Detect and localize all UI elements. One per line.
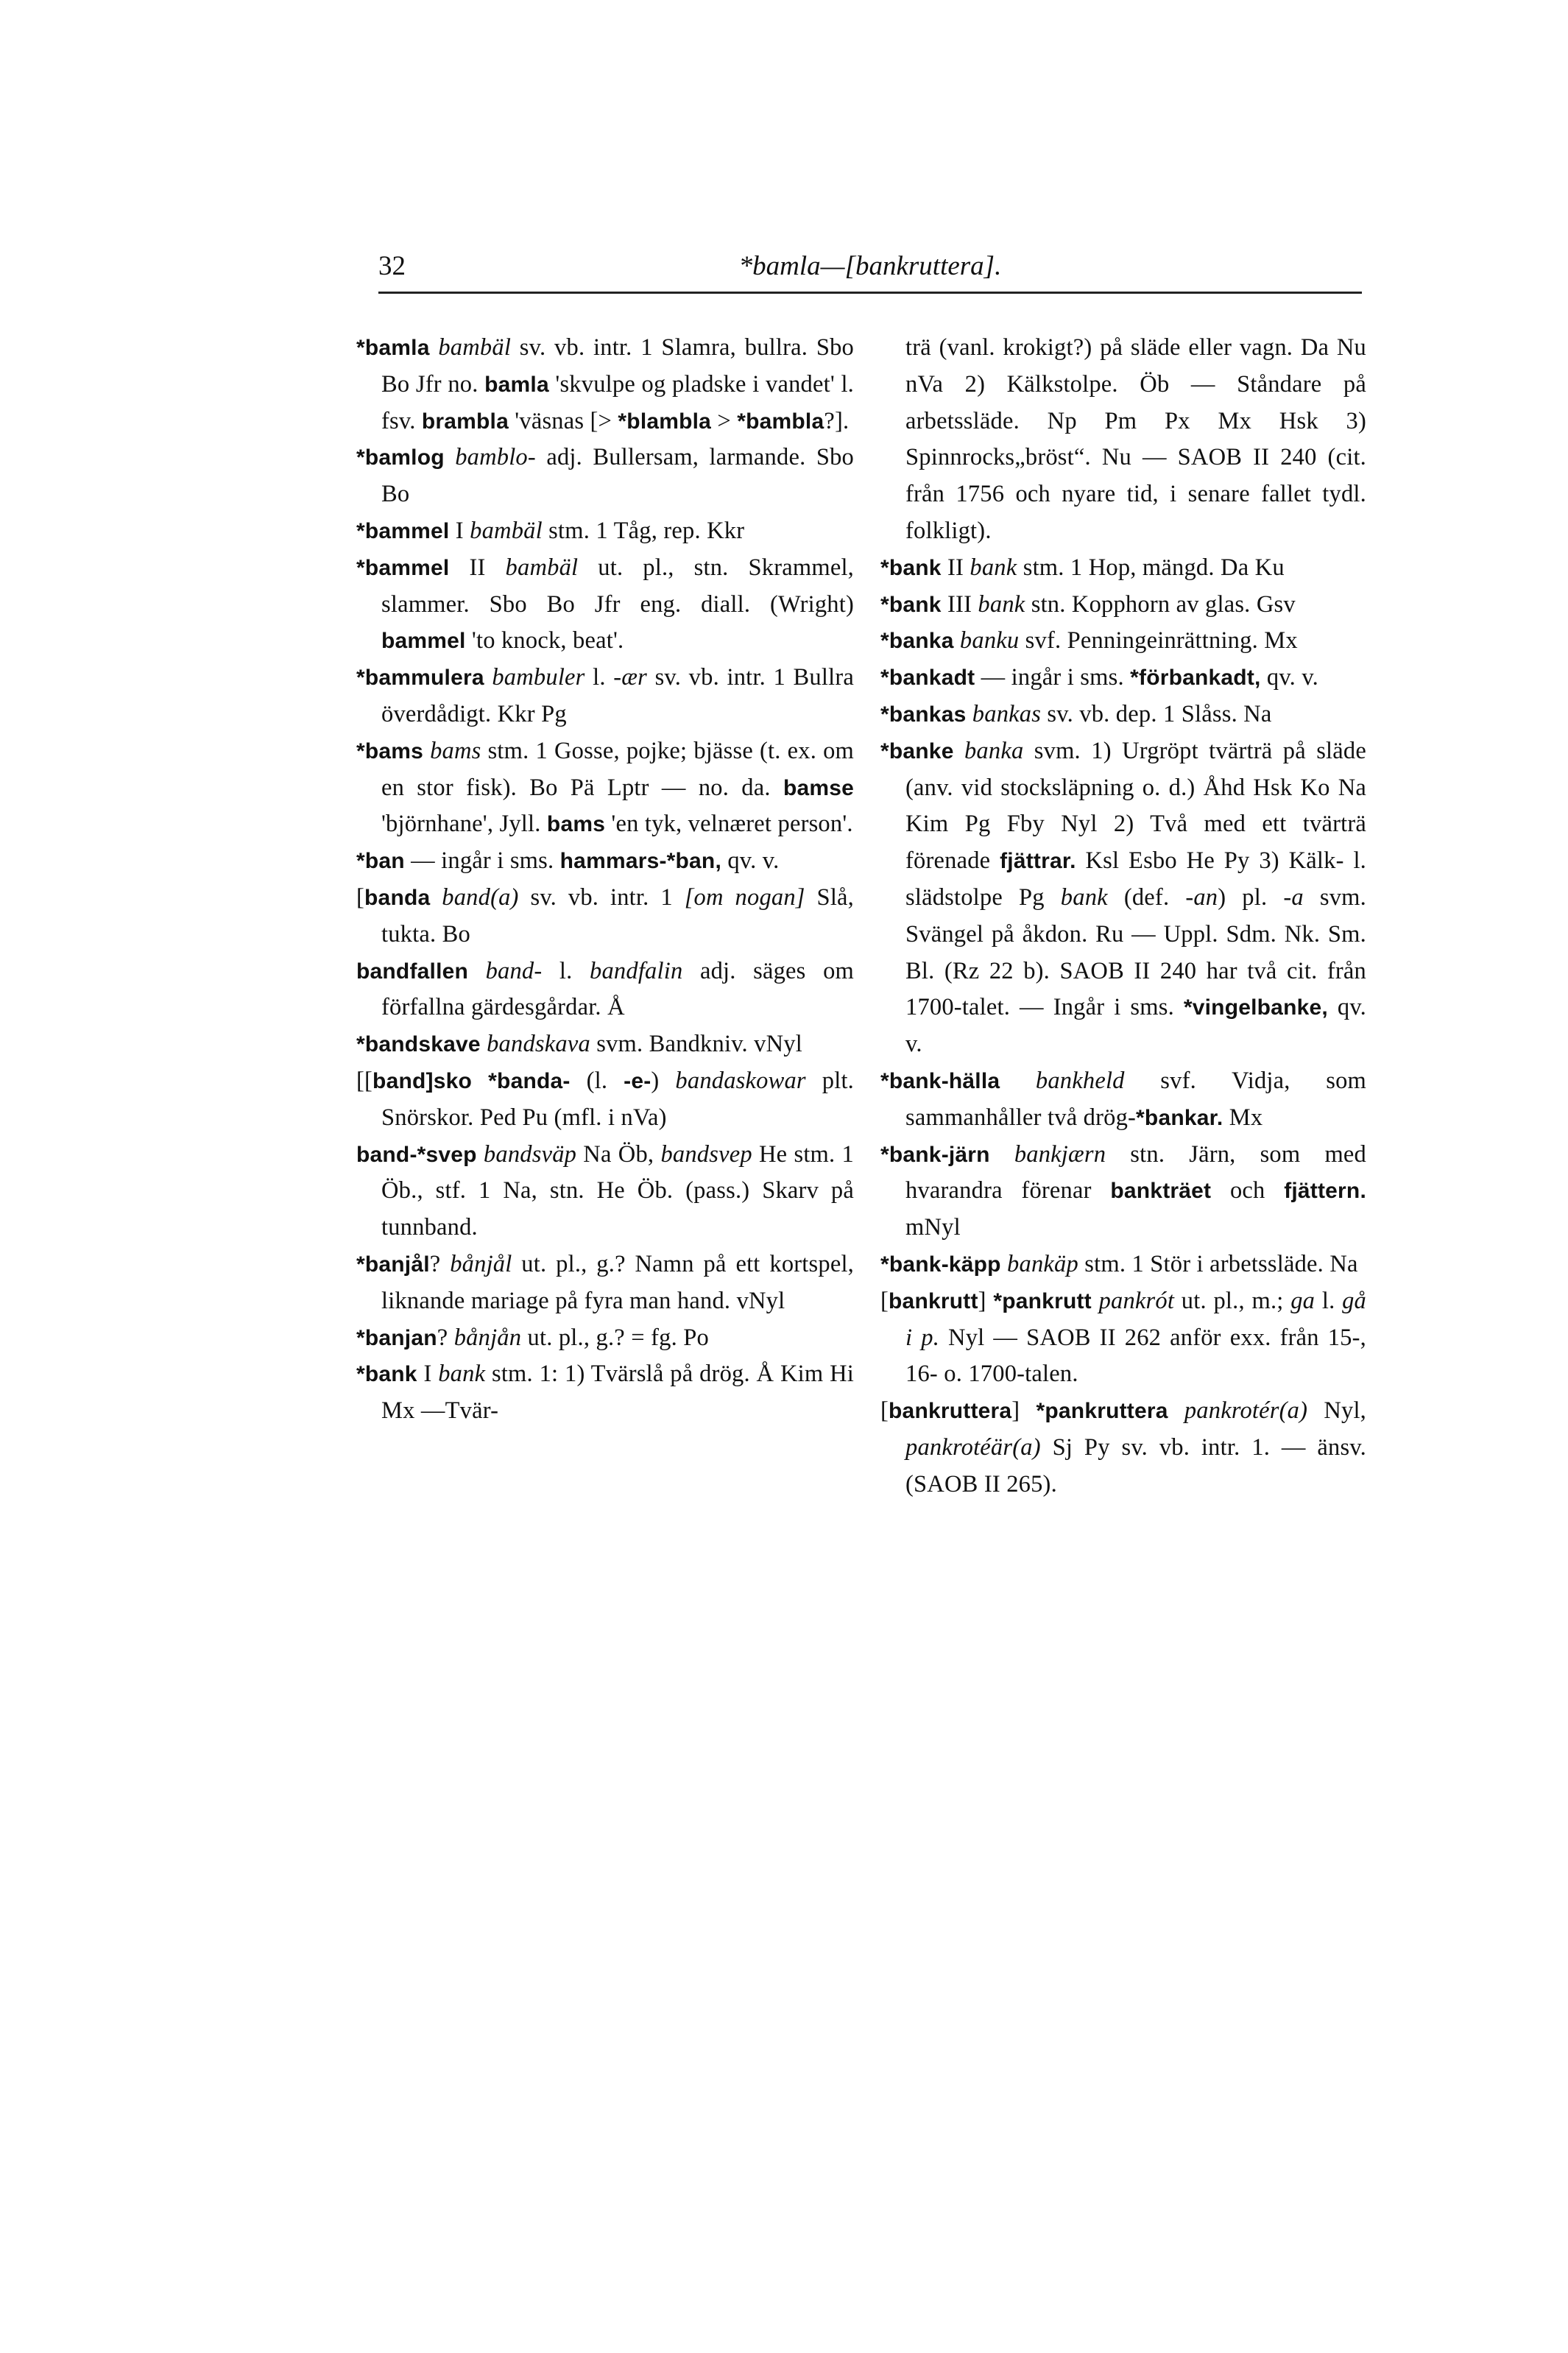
dictionary-entry: [356, 660, 854, 733]
pronunciation: -a: [1283, 883, 1304, 911]
dictionary-entry: [356, 843, 854, 880]
entry-text: stn. Järn, som med hvarandra förenar: [905, 1140, 1366, 1204]
pronunciation: bank: [1060, 883, 1108, 911]
entry-text: [1092, 1288, 1099, 1314]
entry-text: Slå, tukta. Bo: [381, 883, 855, 948]
dictionary-entry: [356, 1320, 854, 1357]
pronunciation: bambäl: [438, 334, 512, 361]
entry-text: 'to knock, beat'.: [465, 627, 624, 655]
headword: *bammulera: [356, 666, 484, 691]
entry-text: 'björnhane', Jyll.: [381, 811, 547, 838]
dictionary-entry: [880, 550, 1366, 587]
pronunciation: gå i p.: [905, 1287, 1366, 1351]
entry-text: ut. pl., g.? = fg. Po: [521, 1324, 709, 1351]
pronunciation: bankäp: [1007, 1250, 1078, 1277]
entry-text: [484, 664, 492, 691]
entry-text: l.: [542, 957, 590, 984]
entry-text: [481, 1031, 487, 1057]
entry-text: qv. v.: [905, 994, 1366, 1058]
entry-text: Ksl Esbo He Py 3) Kälk- l. slädstolpe Pg: [905, 847, 1366, 911]
pronunciation: bambäl: [505, 554, 579, 581]
entry-text: stm. 1 Gosse, pojke; bjässe (t. ex. om en stor fisk). Bo Pä Lptr — no. da.: [381, 737, 855, 801]
entry-text: l.: [1315, 1287, 1343, 1314]
entry-text: ?: [437, 1324, 454, 1351]
pronunciation: bandsvep: [660, 1140, 752, 1168]
dictionary-entry: [356, 1356, 854, 1430]
entry-text: ?: [429, 1250, 451, 1277]
entry-text: Na Öb,: [576, 1140, 661, 1168]
entry-text: Mx: [1223, 1104, 1263, 1131]
headword: *bankas: [880, 702, 967, 727]
entry-text: (l.: [570, 1067, 624, 1094]
pronunciation: bandfalin: [590, 957, 683, 984]
page-header: [378, 250, 1362, 294]
entry-text: 'väsnas [>: [508, 407, 618, 434]
entry-text: — ingår i sms.: [975, 664, 1131, 691]
headword: *bams: [356, 738, 424, 763]
entry-text: qv. v.: [1260, 664, 1318, 691]
bold-term: *pankruttera: [1036, 1399, 1168, 1424]
pronunciation: ga: [1290, 1287, 1316, 1314]
entry-text: l.: [585, 664, 614, 691]
entry-text: [430, 884, 442, 911]
pronunciation: pankrót: [1098, 1287, 1175, 1314]
headword: *ban: [356, 849, 405, 874]
bold-term: brambla: [421, 409, 509, 434]
entry-text: sv. vb. dep. 1 Slåss. Na: [1041, 700, 1272, 727]
dictionary-entry: [356, 953, 854, 1027]
entry-text: — ingår i sms.: [404, 847, 560, 875]
entry-text: svm. Bandkniv. vNyl: [590, 1031, 802, 1058]
headword: *bamla: [356, 336, 430, 360]
pronunciation: pankrotéär(a): [905, 1433, 1041, 1461]
entry-text: [445, 444, 455, 470]
dictionary-entry: [356, 550, 854, 660]
headword: *bammel: [356, 518, 450, 543]
page-number: 32: [378, 251, 406, 281]
entry-text: He stm. 1 Öb., stf. 1 Na, stn. He Öb. (pass.) Skarv på tunnband.: [381, 1140, 855, 1241]
entry-text: [423, 738, 430, 764]
headword: band]sko *banda-: [372, 1068, 571, 1093]
entry-text: sv. vb. intr. 1 Bullra överdådigt. Kkr Pg: [381, 664, 854, 727]
headword: *bank-järn: [880, 1142, 990, 1167]
dictionary-entry: [880, 733, 1366, 1063]
entry-text: svf. Penningeinrättning. Mx: [1019, 627, 1298, 655]
bold-term: *vingelbanke,: [1183, 995, 1328, 1020]
bold-term: -e-: [624, 1068, 651, 1093]
entry-text: [477, 1141, 484, 1168]
pronunciation: bankheld: [1035, 1067, 1125, 1094]
pronunciation: bandsväp: [483, 1140, 577, 1168]
entry-text: II: [941, 554, 970, 581]
pronunciation: bandaskowar: [675, 1067, 806, 1094]
entry-text: Nyl — SAOB II 262 anför exx. från 15-, 16- o. 1700-talen.: [905, 1324, 1366, 1388]
headword: *bandskave: [356, 1032, 481, 1057]
entry-text: stn. Kopphorn av glas. Gsv: [1025, 590, 1296, 618]
bold-term: bamla: [484, 372, 549, 397]
pronunciation: bandskava: [487, 1031, 590, 1058]
pronunciation: bambäl: [470, 517, 543, 544]
entry-text: svm. 1) Urgröpt tvärträ på släde (anv. vid stocksläpning o. d.) Åhd Hsk Ko Na Kim Pg Fby Nyl 2) Två med ett tvärträ förenade: [905, 737, 1366, 875]
pronunciation: -ær: [613, 664, 647, 691]
pronunciation: bånjån: [453, 1324, 522, 1351]
dictionary-entry: [356, 880, 854, 953]
dictionary-entry: [356, 440, 854, 513]
dictionary-entry: [880, 587, 1366, 624]
headword: bankrutt: [889, 1288, 978, 1313]
running-head: *bamla—[bankruttera].: [738, 251, 1002, 281]
entry-text: trä (vanl. krokigt?) på släde eller vagn. Da Nu nVa 2) Kälkstolpe. Öb — Ståndare på arbetssläde. Np Pm Px Mx Hsk 3) Spinnrocks„bröst“. Nu — SAOB II 240 (cit. från 1756 och nyare tid, i senare fallet tydl. folkligt).: [905, 334, 1366, 544]
headword: *bankadt: [880, 666, 975, 691]
pronunciation: bankas: [972, 700, 1042, 727]
entry-text: 'en tyk, velnæret person'.: [605, 811, 853, 838]
entry-text: ?].: [824, 407, 850, 434]
dictionary-entry: [880, 1063, 1366, 1137]
entry-text: adj. Bullersam, larmande. Sbo Bo: [381, 444, 854, 508]
bold-term: bamse: [783, 775, 854, 800]
entry-text: I: [449, 517, 470, 544]
dictionary-entry: [880, 660, 1366, 696]
bold-term: *blambla: [618, 409, 712, 434]
dictionary-entry: [356, 1026, 854, 1063]
dictionary-entry: [880, 696, 1366, 733]
entry-text: [: [880, 1397, 889, 1425]
pronunciation: -an: [1185, 883, 1218, 911]
entry-text: ut. pl., stn. Skrammel, slammer. Sbo Bo Jfr eng. diall. (Wright): [381, 554, 854, 618]
entry-text: [1001, 1251, 1007, 1277]
entry-text: qv. v.: [721, 847, 780, 875]
entry-text: [: [356, 883, 365, 911]
headword: *banjål: [356, 1252, 430, 1277]
entry-text: stm. 1: 1) Tvärslå på drög. Å Kim Hi Mx —Tvär-: [381, 1361, 854, 1425]
headword: *bank-käpp: [880, 1252, 1001, 1277]
headword: *bamlog: [356, 445, 445, 470]
pronunciation: band(a): [442, 883, 519, 911]
dictionary-entry: [356, 733, 854, 843]
entry-text: och: [1211, 1177, 1285, 1204]
bold-term: *bambla: [737, 409, 824, 434]
entry-text: ) pl.: [1218, 883, 1284, 911]
entry-text: 'skvulpe og pladske i vandet' l. fsv.: [381, 370, 854, 434]
dictionary-entry: [356, 330, 854, 440]
headword: bankruttera: [889, 1399, 1012, 1424]
dictionary-entry: [880, 623, 1366, 660]
bold-term: *pankrutt: [993, 1288, 1092, 1313]
bold-term: *förbankadt,: [1130, 666, 1261, 691]
entry-text: >: [711, 407, 738, 434]
right-column: [880, 330, 1366, 1503]
entry-text: Sj Py sv. vb. intr. 1. — änsv. (SAOB II 265).: [905, 1433, 1366, 1497]
entry-text: [1168, 1397, 1184, 1424]
entry-text: [990, 1141, 1014, 1168]
headword: *banke: [880, 738, 954, 763]
entry-text: mNyl: [905, 1214, 961, 1241]
dictionary-entry: [356, 1063, 854, 1137]
entry-text: [1000, 1068, 1036, 1094]
entry-text: ]: [1011, 1397, 1036, 1425]
left-column: [356, 330, 854, 1430]
entry-text: sv. vb. intr. 1 Slamra, bullra. Sbo Bo Jfr no.: [381, 334, 855, 398]
entry-text: svf. Vidja, som sammanhåller två drög-: [905, 1067, 1367, 1131]
headword: *bank: [880, 555, 942, 580]
dictionary-entry: [880, 1246, 1366, 1283]
pronunciation: bank: [978, 590, 1025, 618]
pronunciation: bambuler: [492, 664, 585, 691]
entry-text: sv. vb. intr. 1: [518, 883, 685, 911]
pronunciation: bamblo-: [455, 444, 536, 471]
bold-term: bankträet: [1110, 1179, 1212, 1204]
entry-text: [954, 627, 960, 654]
pronunciation: bams: [430, 737, 481, 764]
bold-term: fjättern.: [1284, 1179, 1366, 1204]
dictionary-entry: [880, 330, 1366, 550]
entry-text: ]: [978, 1287, 994, 1314]
entry-text: [: [880, 1287, 889, 1314]
entry-text: stm. 1 Hop, mängd. Da Ku: [1017, 554, 1285, 581]
pronunciation: bank: [970, 554, 1017, 581]
pronunciation: banka: [964, 737, 1024, 764]
entry-text: stm. 1 Tåg, rep. Kkr: [542, 517, 745, 544]
headword: *bank: [356, 1362, 417, 1387]
entry-text: I: [417, 1361, 439, 1388]
entry-text: ut. pl., m.;: [1174, 1287, 1291, 1314]
headword: *bammel: [356, 555, 450, 580]
headword: banda: [364, 885, 431, 910]
entry-text: plt. Snörskor. Ped Pu (mfl. i nVa): [381, 1067, 854, 1131]
entry-text: [468, 958, 486, 984]
entry-text: stm. 1 Stör i arbetssläde. Na: [1078, 1250, 1358, 1277]
entry-text: [430, 334, 439, 361]
headword: bandfallen: [356, 959, 469, 984]
bold-term: bams: [546, 812, 606, 837]
pronunciation: [om nogan]: [684, 883, 805, 911]
entry-text: ut. pl., g.? Namn på ett kortspel, liknande mariage på fyra man hand. vNyl: [381, 1250, 854, 1314]
entry-text: [[: [356, 1067, 373, 1094]
dictionary-entry: [356, 1137, 854, 1246]
dictionary-entry: [880, 1137, 1366, 1246]
bold-term: *bankar.: [1136, 1105, 1223, 1130]
entry-text: adj. säges om förfallna gärdesgårdar. Å: [381, 957, 854, 1021]
headword: band-*svep: [356, 1142, 477, 1167]
pronunciation: bankjærn: [1014, 1140, 1106, 1168]
pronunciation: band-: [485, 957, 543, 984]
entry-text: [966, 701, 972, 727]
pronunciation: bank: [438, 1361, 486, 1388]
headword: *banjan: [356, 1325, 437, 1350]
entry-text: III: [941, 590, 978, 618]
entry-text: [954, 738, 964, 764]
dictionary-entry: [880, 1393, 1366, 1503]
headword: *banka: [880, 629, 954, 654]
bold-term: hammars-*ban,: [559, 849, 721, 874]
dictionary-entry: [356, 1246, 854, 1320]
pronunciation: pankrotér(a): [1184, 1397, 1308, 1425]
bold-term: fjättrar.: [1000, 849, 1076, 874]
dictionary-entry: [356, 513, 854, 550]
entry-text: Nyl,: [1307, 1397, 1367, 1425]
entry-text: ): [651, 1067, 676, 1094]
entry-text: II: [449, 554, 506, 581]
entry-text: (def.: [1107, 883, 1186, 911]
pronunciation: bånjål: [450, 1250, 512, 1277]
dictionary-entry: [880, 1283, 1366, 1393]
pronunciation: banku: [959, 627, 1020, 655]
bold-term: bammel: [381, 629, 466, 654]
headword: *bank: [880, 592, 942, 617]
entry-text: svm. Svängel på åkdon. Ru — Uppl. Sdm. Nk. Sm. Bl. (Rz 22 b). SAOB II 240 har två cit. från 1700-talet. — Ingår i sms.: [905, 883, 1366, 1021]
headword: *bank-hälla: [880, 1068, 1000, 1093]
